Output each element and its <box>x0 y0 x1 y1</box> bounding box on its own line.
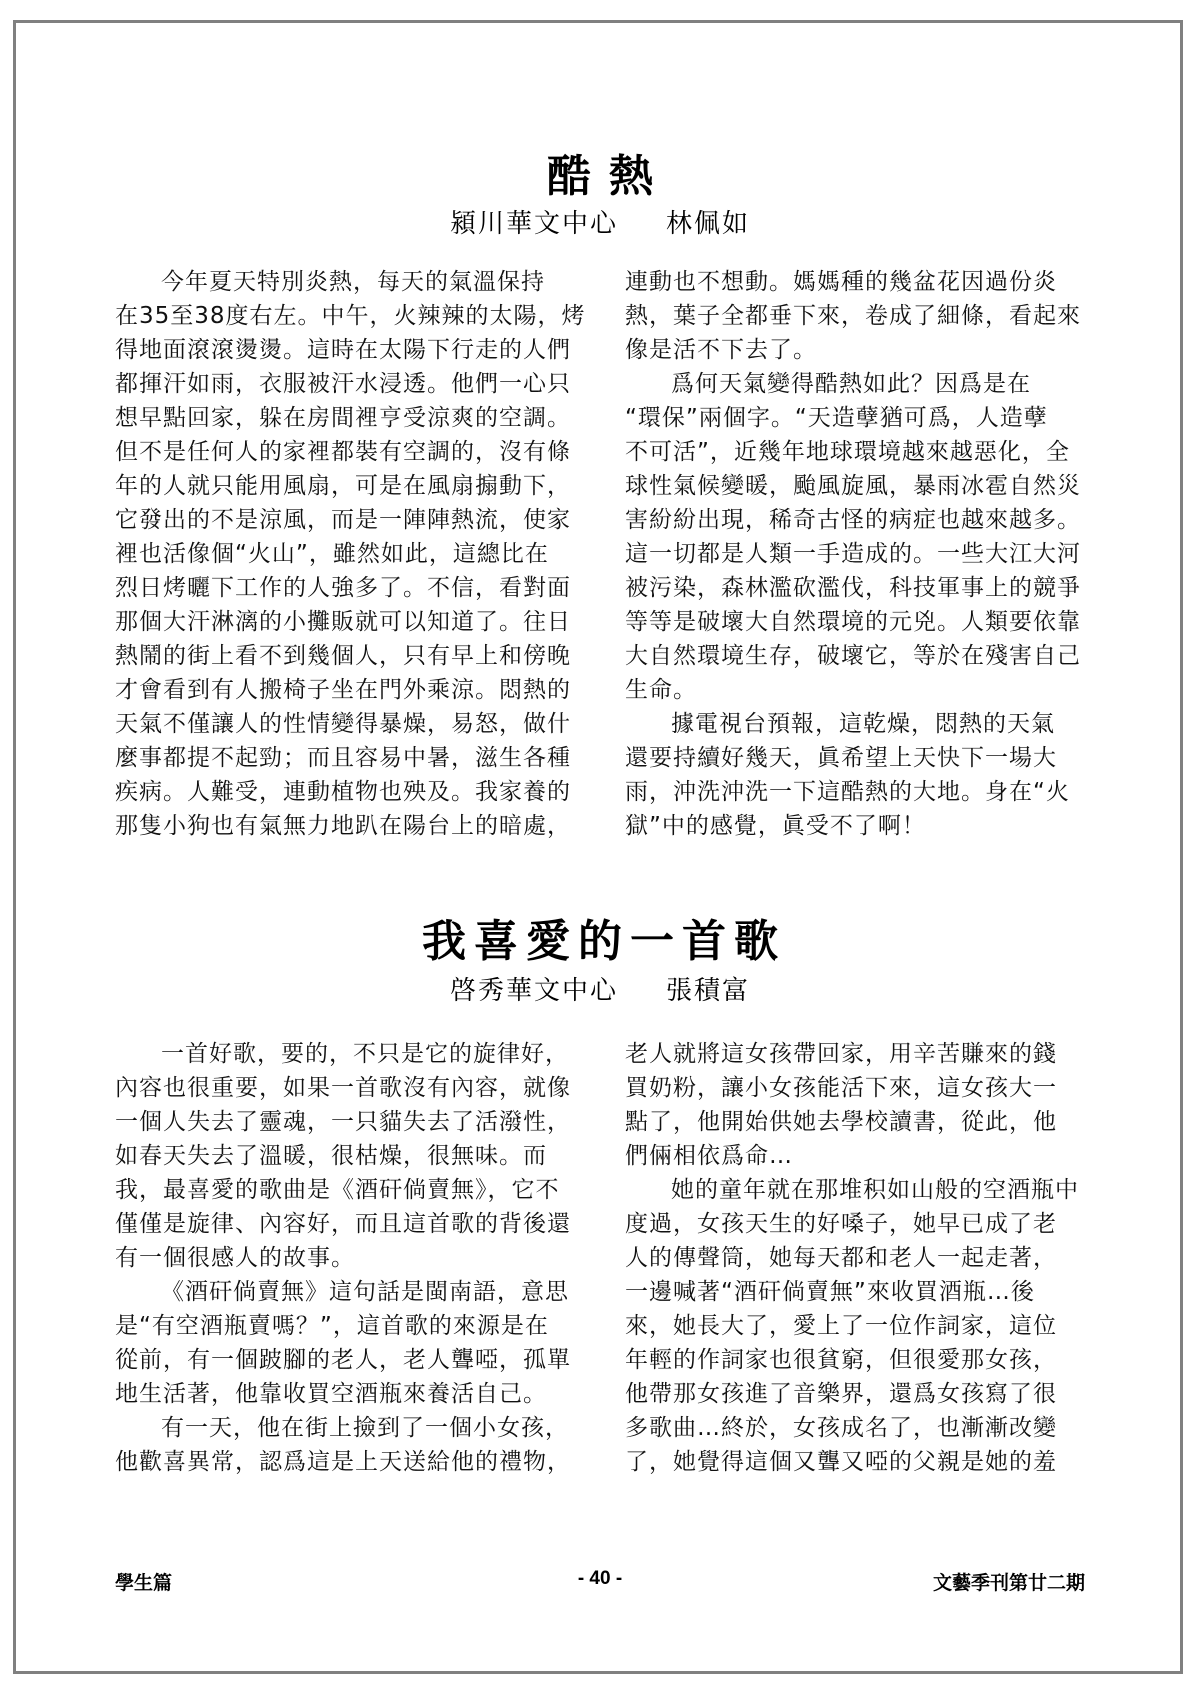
text-line: 今年夏天特別炎熱，每天的氣溫保持 <box>161 269 545 295</box>
article-2-title: 我喜愛的一首歌 <box>422 916 786 967</box>
text-line: 那個大汗淋漓的小攤販就可以知道了。往日 <box>115 609 571 635</box>
text-line: 從前，有一個跛腳的老人，老人聾啞，孤單 <box>115 1347 571 1373</box>
text-line: 那隻小狗也有氣無力地趴在陽台上的暗處， <box>115 813 571 839</box>
article-1-school: 潁川華文中心 <box>449 209 618 239</box>
article-2-right-column <box>625 1037 1085 1479</box>
text-line: 熱鬧的街上看不到幾個人，只有早上和傍晚 <box>115 643 571 669</box>
text-line: 我，最喜愛的歌曲是《酒矸倘賣無》，它不 <box>115 1177 560 1203</box>
text-line: 地生活著，他靠收買空酒瓶來養活自己。 <box>115 1381 547 1407</box>
text-line: 烈日烤曬下工作的人強多了。不信，看對面 <box>115 575 571 601</box>
text-line: 人的傳聲筒，她每天都和老人一起走著， <box>625 1245 1057 1271</box>
text-line: 它發出的不是涼風，而是一陣陣熱流，使家 <box>115 507 571 533</box>
text-line: 他歡喜異常，認爲這是上天送給他的禮物， <box>115 1449 571 1475</box>
text-line: 如春天失去了溫暖，很枯燥，很無味。而 <box>115 1143 547 1169</box>
text-line: 一邊喊著“酒矸倘賣無”來收買酒瓶…後 <box>625 1279 1035 1305</box>
text-line: 有一天，他在街上撿到了一個小女孩， <box>161 1415 569 1441</box>
text-line: 是“有空酒瓶賣嗎？”，這首歌的來源是在 <box>115 1313 549 1339</box>
text-line: 年的人就只能用風扇，可是在風扇搧動下， <box>115 473 571 499</box>
article-2-byline <box>0 970 1200 1007</box>
article-2-author: 張積富 <box>666 976 751 1006</box>
text-line: 得地面滾滾燙燙。這時在太陽下行走的人們 <box>115 337 571 363</box>
article-2-school: 啓秀華文中心 <box>449 976 618 1006</box>
text-line: 買奶粉，讓小女孩能活下來，這女孩大一 <box>625 1075 1057 1101</box>
article-1-left-column <box>115 265 586 843</box>
text-line: 她的童年就在那堆积如山般的空酒瓶中 <box>671 1177 1079 1203</box>
text-line: 多歌曲…終於，女孩成名了，也漸漸改變 <box>625 1415 1057 1441</box>
text-line: 但不是任何人的家裡都裝有空調的，沒有條 <box>115 439 571 465</box>
text-line: 一首好歌，要的，不只是它的旋律好， <box>161 1041 569 1067</box>
text-line: 天氣不僅讓人的性情變得暴燥，易怒，做什 <box>115 711 571 737</box>
article-1-right-column <box>625 265 1085 843</box>
text-line: 僅僅是旋律、內容好，而且這首歌的背後還 <box>115 1211 571 1237</box>
text-line: 在35至38度右左。中午，火辣辣的太陽，烤 <box>115 303 586 329</box>
footer-page-number: - 40 - <box>577 1568 623 1589</box>
text-line: 被污染，森林濫砍濫伐，科技軍事上的競爭 <box>625 575 1081 601</box>
text-line: 生命。 <box>625 677 697 703</box>
text-line: 《酒矸倘賣無》這句話是閩南語，意思 <box>161 1279 569 1305</box>
text-line: 熱，葉子全都垂下來，卷成了細條，看起來 <box>625 303 1081 329</box>
text-line: 連動也不想動。媽媽種的幾盆花因過份炎 <box>625 269 1057 295</box>
article-1-author: 林佩如 <box>666 209 751 239</box>
footer-section-label: 學生篇 <box>115 1573 173 1594</box>
text-line: 們倆相依爲命… <box>625 1143 793 1169</box>
text-line: 不可活”，近幾年地球環境越來越惡化，全 <box>625 439 1070 465</box>
text-line: 還要持續好幾天，眞希望上天快下一場大 <box>625 745 1057 771</box>
text-line: 球性氣候變暖，颱風旋風，暴雨冰雹自然災 <box>625 473 1081 499</box>
text-line: 獄”中的感覺，眞受不了啊！ <box>625 813 926 839</box>
text-line: 據電視台預報，這乾燥，悶熱的天氣 <box>671 711 1055 737</box>
text-line: 害紛紛出現，稀奇古怪的病症也越來越多。 <box>625 507 1081 533</box>
text-line: 內容也很重要，如果一首歌沒有內容，就像 <box>115 1075 571 1101</box>
text-line: 雨，沖洗沖洗一下這酷熱的大地。身在“火 <box>625 779 1070 805</box>
text-line: 度過，女孩天生的好嗓子，她早已成了老 <box>625 1211 1057 1237</box>
article-2-left-column <box>115 1037 575 1479</box>
text-line: “環保”兩個字。“天造孽猶可爲，人造孽 <box>625 405 1048 431</box>
text-line: 大自然環境生存，破壞它，等於在殘害自己 <box>625 643 1081 669</box>
footer-publication-title: 文藝季刊第廿二期 <box>932 1573 1085 1594</box>
text-line: 裡也活像個“火山”，雖然如此，這總比在 <box>115 541 549 567</box>
text-line: 麼事都提不起勁；而且容易中暑，滋生各種 <box>115 745 571 771</box>
article-1-title: 酷熱 <box>547 151 671 202</box>
text-line: 一個人失去了靈魂，一只貓失去了活潑性， <box>115 1109 571 1135</box>
text-line: 老人就將這女孩帶回家，用辛苦賺來的錢 <box>625 1041 1057 1067</box>
text-line: 年輕的作詞家也很貧窮，但很愛那女孩， <box>625 1347 1057 1373</box>
text-line: 等等是破壞大自然環境的元兇。人類要依靠 <box>625 609 1081 635</box>
text-line: 了，她覺得這個又聾又啞的父親是她的羞 <box>625 1449 1057 1475</box>
text-line: 都揮汗如雨，衣服被汗水浸透。他們一心只 <box>115 371 571 397</box>
text-line: 爲何天氣變得酷熱如此？因爲是在 <box>671 371 1031 397</box>
text-line: 疾病。人難受，連動植物也殃及。我家養的 <box>115 779 571 805</box>
article-1-byline <box>0 203 1200 240</box>
text-line: 他帶那女孩進了音樂界，還爲女孩寫了很 <box>625 1381 1057 1407</box>
text-line: 點了，他開始供她去學校讀書，從此，他 <box>625 1109 1057 1135</box>
text-line: 想早點回家，躲在房間裡亨受涼爽的空調。 <box>115 405 571 431</box>
text-line: 才會看到有人搬椅子坐在門外乘涼。悶熱的 <box>115 677 571 703</box>
text-line: 有一個很感人的故事。 <box>115 1245 355 1271</box>
text-line: 這一切都是人類一手造成的。一些大江大河 <box>625 541 1081 567</box>
text-line: 來，她長大了，愛上了一位作詞家，這位 <box>625 1313 1057 1339</box>
text-line: 像是活不下去了。 <box>625 337 817 363</box>
